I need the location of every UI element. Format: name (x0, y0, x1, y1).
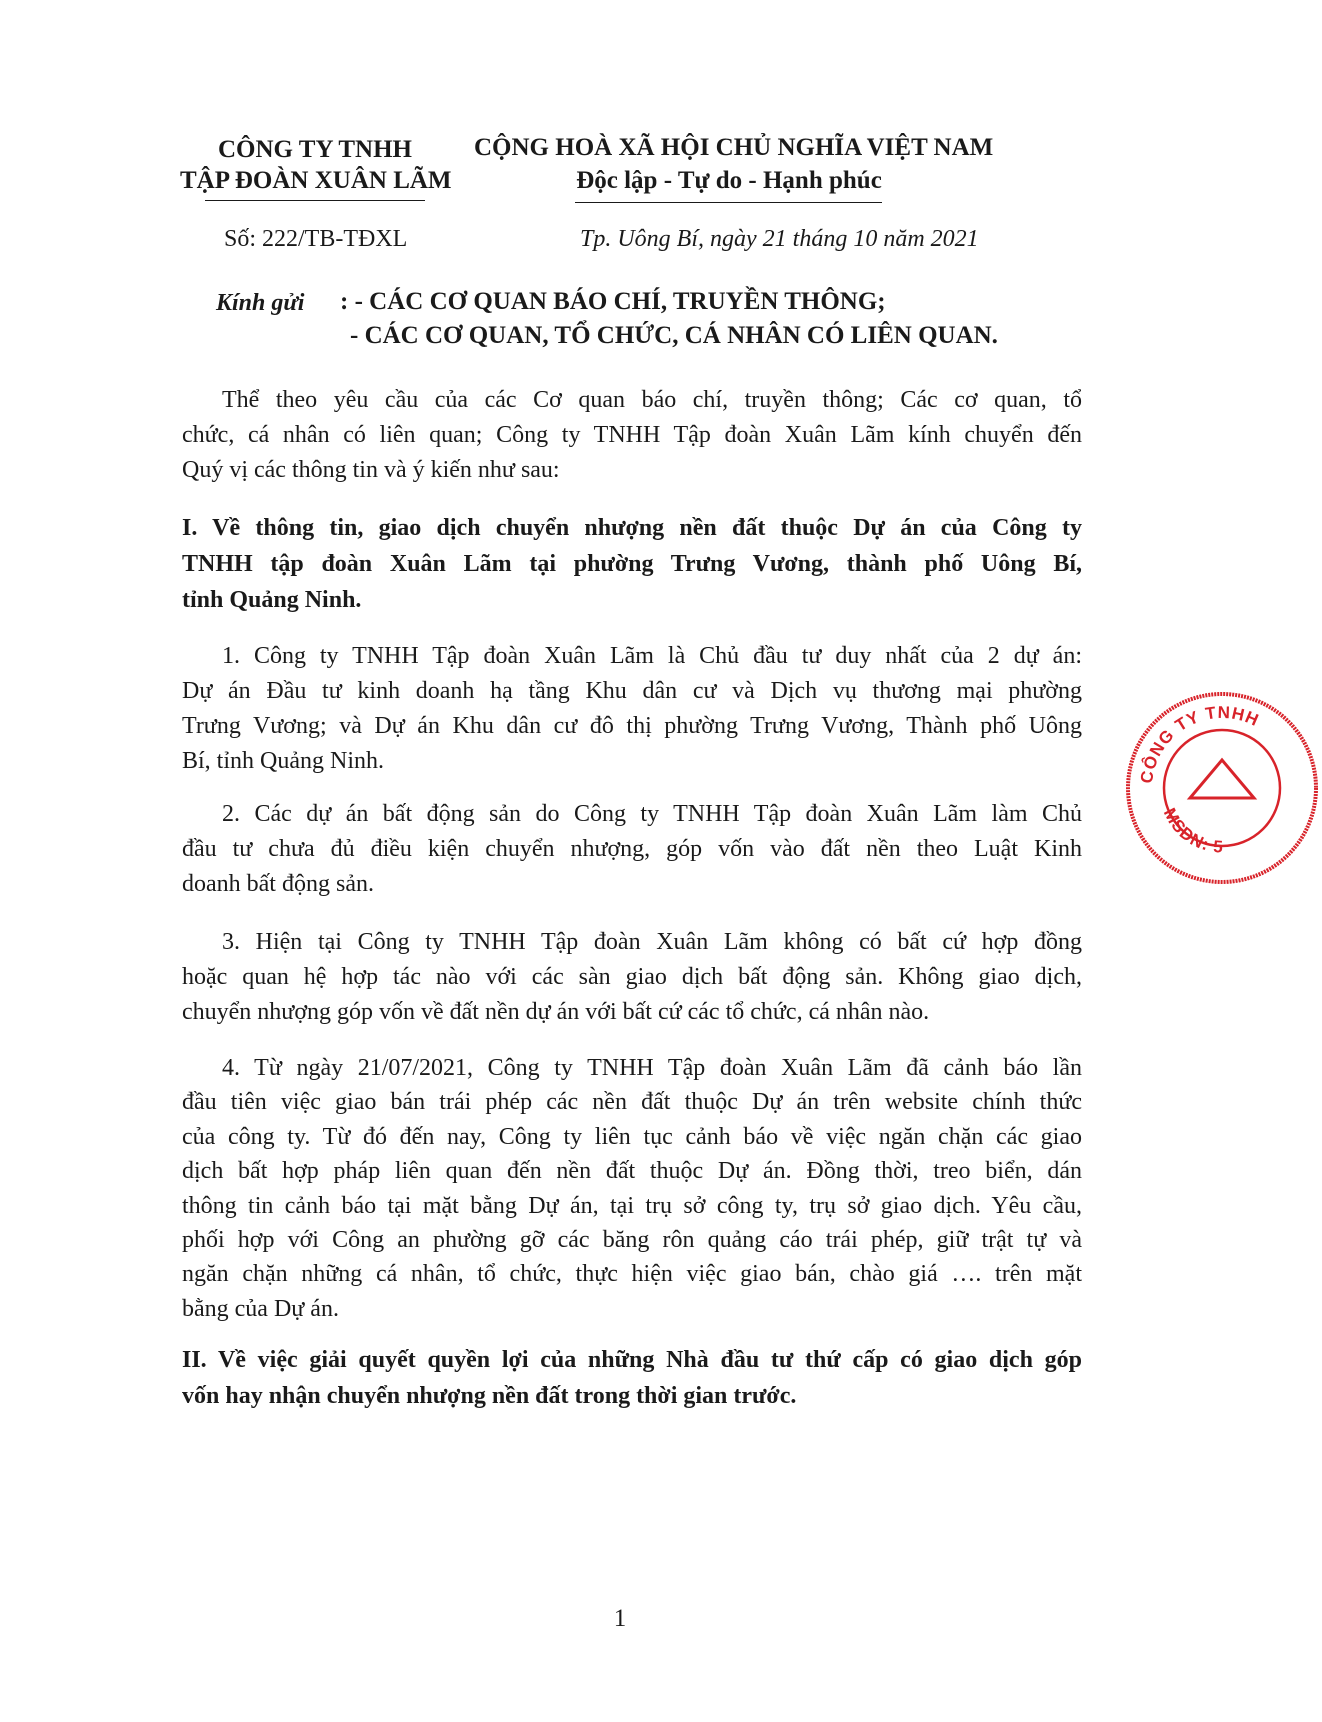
text-line: đầu tiên việc giao bán trái phép các nền đất thuộc Dự án trên website chính thức (182, 1089, 1082, 1116)
company-name-line2: TẬP ĐOÀN XUÂN LÃM (180, 167, 452, 194)
seal-text-bottom: MSDN: 5 (1159, 805, 1225, 857)
text-line: tỉnh Quảng Ninh. (182, 587, 362, 613)
company-underline (205, 200, 425, 201)
text-line: thông tin cảnh báo tại mặt bằng Dự án, tại trụ sở công ty, trụ sở giao dịch. Yêu cầu, (182, 1192, 1082, 1219)
nation-title: CỘNG HOÀ XÃ HỘI CHỦ NGHĨA VIỆT NAM (474, 134, 994, 161)
text-line: 3. Hiện tại Công ty TNHH Tập đoàn Xuân Lãm không có bất cứ hợp đồng (222, 929, 1082, 955)
text-line: của công ty. Từ đó đến nay, Công ty liên tục cảnh báo về việc ngăn chặn các giao (182, 1123, 1082, 1150)
item-1-paragraph (182, 639, 1082, 779)
text-line: Thể theo yêu cầu của các Cơ quan báo chí, truyền thông; Các cơ quan, tổ (222, 387, 1082, 413)
nation-motto: Độc lập - Tự do - Hạnh phúc (576, 167, 882, 194)
text-line: vốn hay nhận chuyển nhượng nền đất trong thời gian trước. (182, 1383, 797, 1409)
item-4-paragraph (182, 1051, 1082, 1326)
text-line: II. Về việc giải quyết quyền lợi của những Nhà đầu tư thứ cấp có giao dịch góp (182, 1347, 1082, 1373)
text-line: Quý vị các thông tin và ý kiến như sau: (182, 457, 560, 483)
text-line: 1. Công ty TNHH Tập đoàn Xuân Lãm là Chủ đầu tư duy nhất của 2 dự án: (222, 643, 1082, 669)
text-line: Bí, tỉnh Quảng Ninh. (182, 748, 384, 774)
text-line: chuyển nhượng góp vốn về đất nền dự án với bất cứ các tổ chức, cá nhân nào. (182, 999, 930, 1025)
text-line: 4. Từ ngày 21/07/2021, Công ty TNHH Tập đoàn Xuân Lãm đã cảnh báo lần (222, 1055, 1082, 1081)
section-2-heading (182, 1342, 1082, 1414)
text-line: Trưng Vương; và Dự án Khu dân cư đô thị phường Trưng Vương, Thành phố Uông (182, 713, 1082, 739)
text-line: 2. Các dự án bất động sản do Công ty TNHH Tập đoàn Xuân Lãm làm Chủ (222, 801, 1082, 827)
recipients-label: Kính gửi (216, 290, 305, 316)
company-seal-icon (1122, 688, 1322, 888)
text-line: dịch bất hợp pháp liên quan đến nền đất thuộc Dự án. Đồng thời, treo biển, dán (182, 1158, 1082, 1185)
seal-text-top: CÔNG TY TNHH (1136, 702, 1263, 785)
company-name-line1: CÔNG TY TNHH (217, 136, 413, 163)
text-line: TNHH tập đoàn Xuân Lãm tại phường Trưng Vương, thành phố Uông Bí, (182, 551, 1082, 577)
item-2-paragraph (182, 797, 1082, 902)
text-line: bằng của Dự án. (182, 1295, 339, 1322)
text-line: hoặc quan hệ hợp tác nào với các sàn giao dịch bất động sản. Không giao dịch, (182, 964, 1082, 990)
motto-underline (575, 202, 882, 203)
recipient-line-1: : - CÁC CƠ QUAN BÁO CHÍ, TRUYỀN THÔNG; (340, 288, 886, 315)
document-number: Số: 222/TB-TĐXL (224, 226, 408, 252)
text-line: I. Về thông tin, giao dịch chuyển nhượng nền đất thuộc Dự án của Công ty (182, 515, 1082, 541)
text-line: Dự án Đầu tư kinh doanh hạ tầng Khu dân cư và Dịch vụ thương mại phường (182, 678, 1082, 704)
text-line: ngăn chặn những cá nhân, tổ chức, thực hiện việc giao bán, chào giá …. trên mặt (182, 1261, 1082, 1288)
recipient-line-2: - CÁC CƠ QUAN, TỔ CHỨC, CÁ NHÂN CÓ LIÊN QUAN. (350, 322, 998, 349)
text-line: đầu tư chưa đủ điều kiện chuyển nhượng, góp vốn vào đất nền theo Luật Kinh (182, 836, 1082, 862)
text-line: chức, cá nhân có liên quan; Công ty TNHH Tập đoàn Xuân Lãm kính chuyển đến (182, 422, 1082, 448)
page-number: 1 (613, 1605, 627, 1632)
text-line: doanh bất động sản. (182, 871, 374, 897)
text-line: phối hợp với Công an phường gỡ các băng rôn quảng cáo trái phép, giữ trật tự và (182, 1227, 1082, 1254)
intro-paragraph (182, 383, 1082, 488)
item-3-paragraph (182, 925, 1082, 1030)
section-1-heading (182, 510, 1082, 618)
place-date: Tp. Uông Bí, ngày 21 tháng 10 năm 2021 (580, 226, 979, 252)
